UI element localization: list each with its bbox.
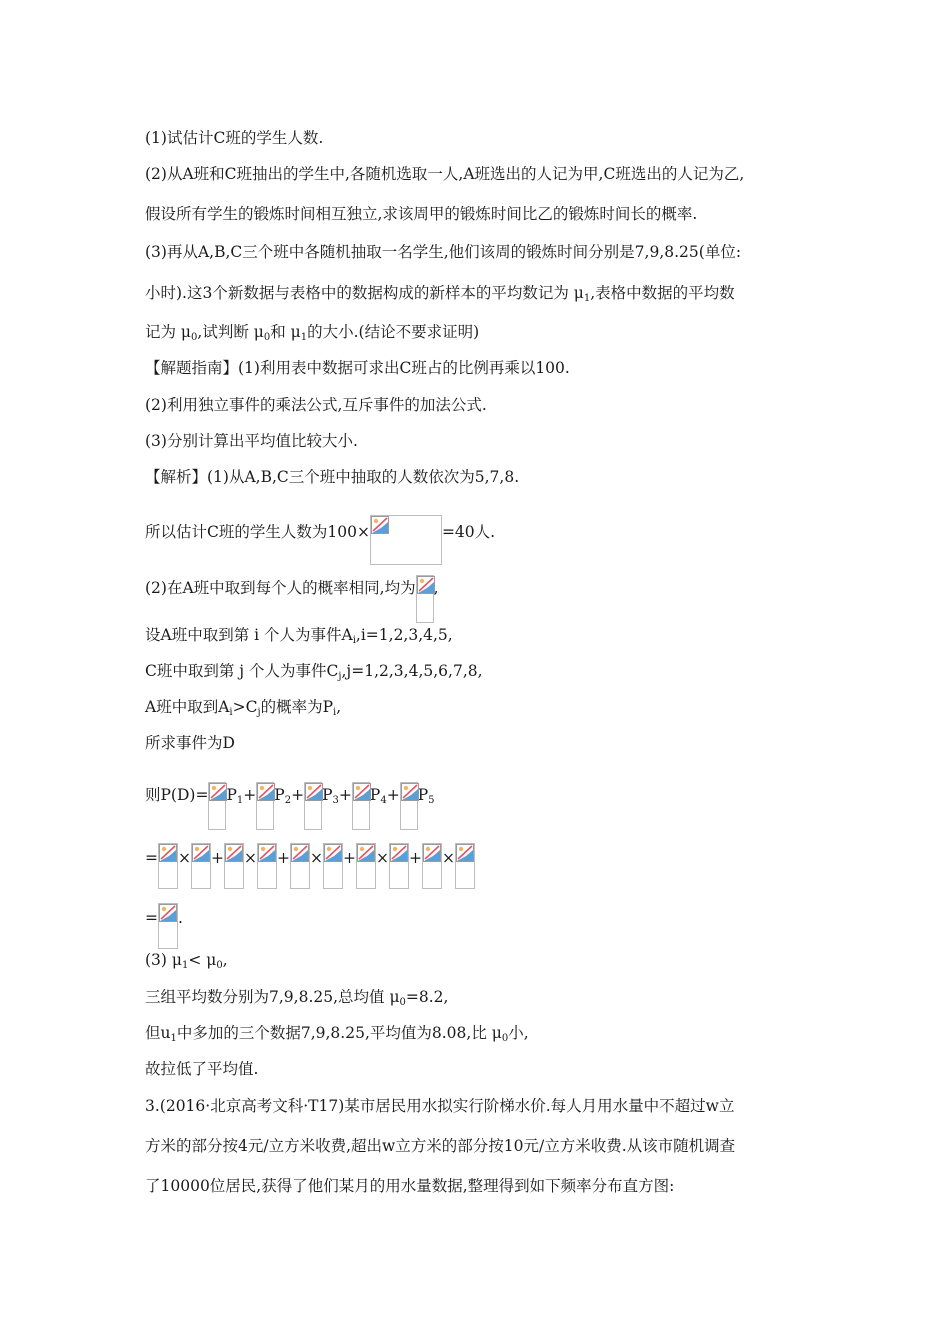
text-line xyxy=(145,661,483,681)
subscript: i xyxy=(229,707,233,718)
subscript: 0 xyxy=(263,332,271,343)
text-span: ,j=1,2,3,4,5,6,7,8, xyxy=(341,662,483,680)
product-sum-formula xyxy=(145,843,475,889)
text-line: 【解题指南】(1)利用表中数据可求出C班占的比例再乘以100. xyxy=(145,359,570,377)
text-line: (2)从A班和C班抽出的学生中,各随机选取一人,A班选出的人记为甲,C班选出的人记为乙, xyxy=(145,165,745,183)
text-span: =40人. xyxy=(441,523,496,541)
text-span: C班中取到第 j 个人为事件C xyxy=(145,662,339,680)
text-span: × xyxy=(178,849,191,867)
text-span: >C xyxy=(232,698,258,716)
text-span: 所以估计C班的学生人数为100× xyxy=(145,523,370,541)
text-span: × xyxy=(376,849,389,867)
text-span: 设A班中取到第 i 个人为事件A xyxy=(145,626,353,644)
subscript: 4 xyxy=(380,795,387,806)
broken-image-icon xyxy=(422,843,442,889)
broken-image-icon xyxy=(352,782,370,830)
text-line xyxy=(145,950,228,970)
broken-image-icon xyxy=(158,903,178,949)
text-span: 的概率为P xyxy=(260,698,333,716)
text-span: , xyxy=(433,579,439,597)
broken-image-icon xyxy=(224,843,244,889)
text-line xyxy=(145,987,448,1007)
text-line: (3)再从A,B,C三个班中各随机抽取一名学生,他们该周的锻炼时间分别是7,9,8.25(单位: xyxy=(145,243,742,261)
subscript: 0 xyxy=(501,1033,509,1044)
text-span: P xyxy=(322,786,333,804)
text-span: × xyxy=(310,849,323,867)
text-line xyxy=(145,697,341,717)
broken-image-icon xyxy=(389,843,409,889)
text-line: 了10000位居民,获得了他们某月的用水量数据,整理得到如下频率分布直方图: xyxy=(145,1177,675,1195)
text-span: 小时).这3个新数据与表格中的数据构成的新样本的平均数记为 μ xyxy=(145,284,584,302)
subscript: 2 xyxy=(284,795,292,806)
text-span: 和 μ xyxy=(270,323,301,341)
text-line: (3)分别计算出平均值比较大小. xyxy=(145,432,358,450)
text-line: 3.(2016·北京高考文科·T17)某市居民用水拟实行阶梯水价.每人月用水量中不超过w立 xyxy=(145,1097,735,1115)
text-span: < μ xyxy=(188,951,217,969)
broken-image-icon xyxy=(323,843,343,889)
broken-image-icon xyxy=(455,843,475,889)
broken-image-icon xyxy=(370,515,442,565)
subscript: 1 xyxy=(170,1033,177,1044)
text-span: =8.2, xyxy=(405,988,449,1006)
broken-image-icon xyxy=(416,575,434,623)
text-line: 故拉低了平均值. xyxy=(145,1060,259,1078)
text-span: (3) μ xyxy=(145,951,182,969)
text-span: 但u xyxy=(145,1024,171,1042)
broken-image-icon xyxy=(208,782,226,830)
text-span: 中多加的三个数据7,9,8.25,平均值为8.08,比 μ xyxy=(176,1024,502,1042)
text-span: 则P(D)= xyxy=(145,786,209,804)
text-line xyxy=(145,515,495,565)
text-line: 【解析】(1)从A,B,C三个班中抽取的人数依次为5,7,8. xyxy=(145,468,520,486)
subscript: 0 xyxy=(216,960,223,971)
subscript: 1 xyxy=(236,795,244,806)
text-span: , xyxy=(336,698,342,716)
subscript: 1 xyxy=(300,332,308,343)
text-span: = xyxy=(145,849,158,867)
text-span: + xyxy=(386,786,400,804)
broken-image-icon xyxy=(256,782,274,830)
text-span: P xyxy=(369,786,381,804)
text-span: . xyxy=(178,909,183,927)
broken-image-icon xyxy=(304,782,322,830)
subscript: 3 xyxy=(332,795,339,806)
text-span: 小, xyxy=(508,1024,529,1042)
text-span: ,i=1,2,3,4,5, xyxy=(355,626,453,644)
subscript: 5 xyxy=(428,795,435,806)
pd-formula xyxy=(145,782,435,830)
text-span: = xyxy=(145,909,158,927)
text-span: + xyxy=(291,786,305,804)
broken-image-icon xyxy=(257,843,277,889)
broken-image-icon xyxy=(290,843,310,889)
text-span: P xyxy=(274,786,285,804)
text-span: + xyxy=(211,849,224,867)
text-span: 记为 μ xyxy=(145,323,192,341)
text-span: ,表格中数据的平均数 xyxy=(590,284,735,302)
text-line xyxy=(145,575,439,623)
broken-image-icon xyxy=(356,843,376,889)
text-span: , xyxy=(222,951,228,969)
subscript: 1 xyxy=(181,960,189,971)
result-formula xyxy=(145,903,183,949)
subscript: i xyxy=(333,707,337,718)
text-span: P xyxy=(226,786,237,804)
text-line xyxy=(145,625,453,645)
text-line: 假设所有学生的锻炼时间相互独立,求该周甲的锻炼时间比乙的锻炼时间长的概率. xyxy=(145,205,698,223)
text-span: P xyxy=(417,786,429,804)
text-span: + xyxy=(243,786,257,804)
text-span: 的大小.(结论不要求证明) xyxy=(307,323,480,341)
text-line xyxy=(145,283,735,303)
broken-image-icon xyxy=(191,843,211,889)
text-span: + xyxy=(277,849,290,867)
subscript: 0 xyxy=(191,332,198,343)
text-span: A班中取到A xyxy=(145,698,230,716)
subscript: j xyxy=(338,671,342,682)
text-line: (1)试估计C班的学生人数. xyxy=(145,129,324,147)
text-line xyxy=(145,1023,529,1043)
text-span: 三组平均数分别为7,9,8.25,总均值 μ xyxy=(145,988,400,1006)
text-span: (2)在A班中取到每个人的概率相同,均为 xyxy=(145,579,416,597)
text-span: + xyxy=(338,786,352,804)
text-span: × xyxy=(442,849,455,867)
text-span: × xyxy=(244,849,257,867)
broken-image-icon xyxy=(400,782,418,830)
subscript: 0 xyxy=(399,997,406,1008)
broken-image-icon xyxy=(158,843,178,889)
text-line: (2)利用独立事件的乘法公式,互斥事件的加法公式. xyxy=(145,396,487,414)
text-line: 方米的部分按4元/立方米收费,超出w立方米的部分按10元/立方米收费.从该市随机调查 xyxy=(145,1137,736,1155)
subscript: 1 xyxy=(583,293,591,304)
text-span: ,试判断 μ xyxy=(197,323,264,341)
text-line: 所求事件为D xyxy=(145,734,235,752)
text-line xyxy=(145,322,479,342)
text-span: + xyxy=(343,849,356,867)
subscript: i xyxy=(352,635,356,646)
text-span: + xyxy=(409,849,422,867)
subscript: j xyxy=(257,707,261,718)
